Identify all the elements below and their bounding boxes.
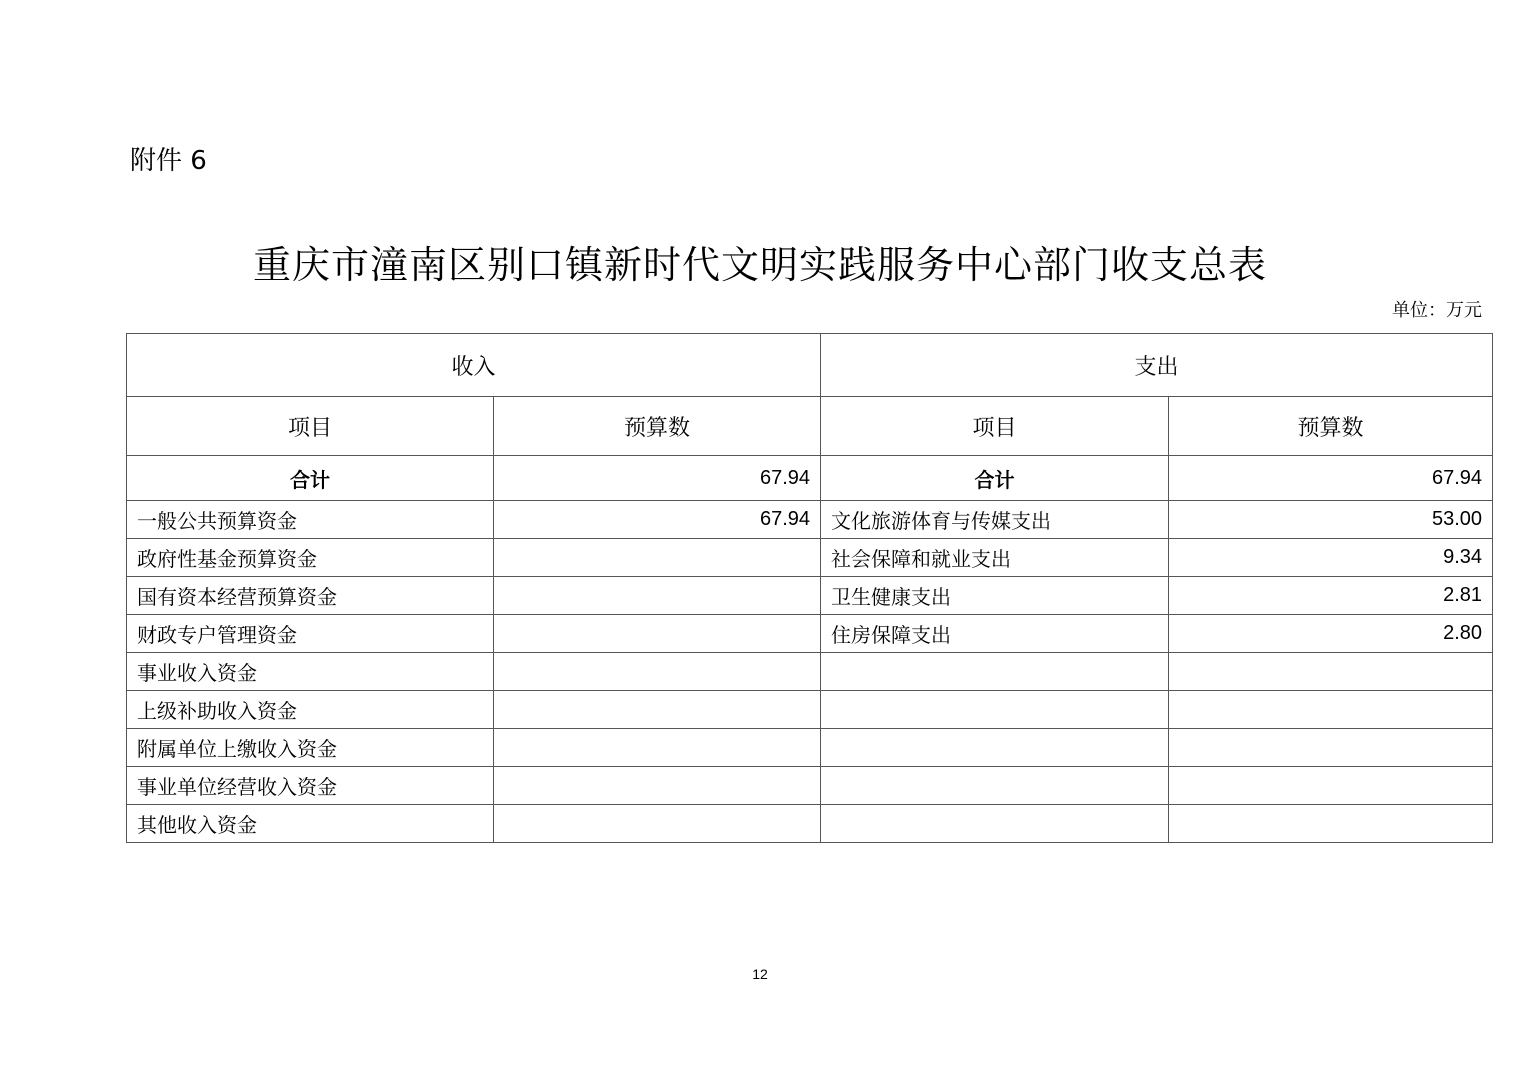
expense-total-value: 67.94 [1169, 456, 1493, 501]
expense-value: 53.00 [1169, 501, 1493, 539]
income-value: 67.94 [494, 501, 821, 539]
expense-item [821, 653, 1169, 691]
table-row [127, 539, 1493, 577]
table-row [127, 805, 1493, 843]
column-header-row [127, 397, 1493, 456]
income-item: 事业单位经营收入资金 [127, 767, 494, 805]
expense-item-header: 项目 [821, 397, 1169, 456]
income-total-value: 67.94 [494, 456, 821, 501]
expense-item [821, 767, 1169, 805]
income-item: 财政专户管理资金 [127, 615, 494, 653]
page-number: 12 [752, 966, 768, 982]
table-row [127, 767, 1493, 805]
income-total-label: 合计 [127, 456, 494, 501]
expense-item: 住房保障支出 [821, 615, 1169, 653]
attachment-label: 附件 6 [130, 146, 207, 176]
group-header-row [127, 334, 1493, 397]
income-item: 上级补助收入资金 [127, 691, 494, 729]
expense-value: 2.80 [1169, 615, 1493, 653]
expense-item [821, 729, 1169, 767]
income-value [494, 539, 821, 577]
expense-budget-header: 预算数 [1169, 397, 1493, 456]
expense-header: 支出 [821, 334, 1493, 397]
expense-value [1169, 691, 1493, 729]
income-value [494, 691, 821, 729]
expense-item [821, 691, 1169, 729]
income-item: 国有资本经营预算资金 [127, 577, 494, 615]
expense-item: 卫生健康支出 [821, 577, 1169, 615]
income-item: 事业收入资金 [127, 653, 494, 691]
table-row [127, 577, 1493, 615]
expense-value [1169, 805, 1493, 843]
expense-value: 9.34 [1169, 539, 1493, 577]
expense-total-label: 合计 [821, 456, 1169, 501]
income-value [494, 615, 821, 653]
income-value [494, 767, 821, 805]
income-item-header: 项目 [127, 397, 494, 456]
expense-item [821, 805, 1169, 843]
income-budget-header: 预算数 [494, 397, 821, 456]
document-title: 重庆市潼南区别口镇新时代文明实践服务中心部门收支总表 [252, 243, 1267, 287]
budget-summary-table [126, 333, 1493, 843]
total-row [127, 456, 1493, 501]
income-value [494, 805, 821, 843]
income-item: 附属单位上缴收入资金 [127, 729, 494, 767]
income-item: 其他收入资金 [127, 805, 494, 843]
table-row [127, 729, 1493, 767]
income-header: 收入 [127, 334, 821, 397]
unit-label: 单位：万元 [1392, 300, 1482, 321]
expense-value [1169, 729, 1493, 767]
income-value [494, 577, 821, 615]
table-row [127, 615, 1493, 653]
table-row [127, 501, 1493, 539]
income-value [494, 653, 821, 691]
expense-value [1169, 767, 1493, 805]
income-value [494, 729, 821, 767]
expense-item: 社会保障和就业支出 [821, 539, 1169, 577]
expense-item: 文化旅游体育与传媒支出 [821, 501, 1169, 539]
income-item: 政府性基金预算资金 [127, 539, 494, 577]
income-item: 一般公共预算资金 [127, 501, 494, 539]
table-row [127, 653, 1493, 691]
expense-value [1169, 653, 1493, 691]
table-row [127, 691, 1493, 729]
expense-value: 2.81 [1169, 577, 1493, 615]
